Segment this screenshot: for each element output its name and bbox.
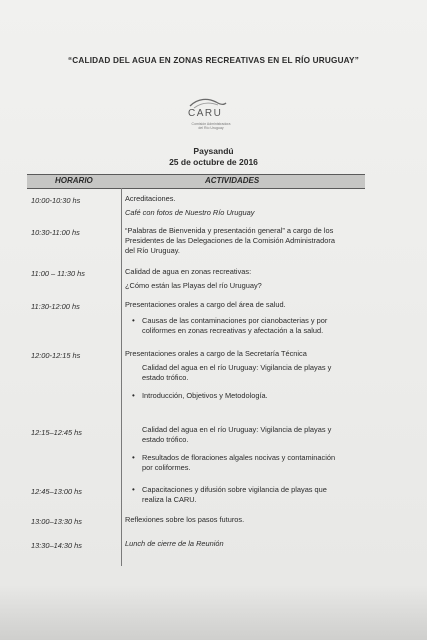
activity-line: realiza la CARU. bbox=[142, 495, 197, 504]
activity-line: estado trófico. bbox=[142, 435, 189, 444]
logo-subtitle-line1: Comisión Administradora bbox=[191, 122, 231, 126]
header-rule bbox=[27, 188, 365, 189]
row-time: 12:15–12:45 hs bbox=[31, 428, 82, 437]
activity-line: Presentaciones orales a cargo de la Secretaría Técnica bbox=[125, 349, 307, 358]
activity-line: Calidad del agua en el río Uruguay: Vigilancia de playas y bbox=[142, 363, 332, 372]
logo-name: CARU bbox=[188, 108, 223, 119]
row-time: 12:00-12:15 hs bbox=[31, 351, 81, 360]
row-time: 12:45–13:00 hs bbox=[31, 487, 82, 496]
activity-line: Reflexiones sobre los pasos futuros. bbox=[125, 515, 245, 524]
activity-line: Calidad de agua en zonas recreativas: bbox=[125, 267, 252, 276]
activity-line: del Río Uruguay. bbox=[125, 246, 180, 255]
logo-subtitle bbox=[180, 122, 242, 130]
row-time: 13:00–13:30 hs bbox=[31, 517, 82, 526]
row-time: 10:00-10:30 hs bbox=[31, 196, 81, 205]
activity-line: Acreditaciones. bbox=[125, 194, 176, 203]
activity-line: Presentaciones orales a cargo del área de salud. bbox=[125, 300, 286, 309]
table-top-rule bbox=[27, 174, 365, 175]
activity-bullet: • Causas de las contaminaciones por cianobacterias y por bbox=[142, 316, 327, 326]
event-date: 25 de octubre de 2016 bbox=[169, 157, 258, 167]
activity-line: estado trófico. bbox=[142, 373, 189, 382]
activity-line: Lunch de cierre de la Reunión bbox=[125, 539, 224, 548]
column-divider bbox=[121, 188, 122, 566]
event-place: Paysandú bbox=[193, 146, 234, 156]
activity-line: por coliformes. bbox=[142, 463, 191, 472]
activity-line: Café con fotos de Nuestro Río Uruguay bbox=[125, 208, 255, 217]
document-title: “CALIDAD DEL AGUA EN ZONAS RECREATIVAS EN EL RÍO URUGUAY” bbox=[67, 56, 359, 65]
activity-line: Presidentes de las Delegaciones de la Comisión Administradora bbox=[125, 236, 335, 245]
activity-line: Calidad del agua en el río Uruguay: Vigilancia de playas y bbox=[142, 425, 332, 434]
activity-line: ¿Cómo están las Playas del río Uruguay? bbox=[125, 281, 262, 290]
activity-line: “Palabras de Bienvenida y presentación general” a cargo de los bbox=[125, 226, 334, 235]
header-activities: ACTIVIDADES bbox=[205, 176, 260, 185]
caru-logo bbox=[188, 96, 248, 138]
header-time: HORARIO bbox=[55, 176, 93, 185]
logo-subtitle-line2: del Río Uruguay bbox=[198, 126, 224, 131]
table-header bbox=[27, 174, 365, 188]
activity-bullet: • Introducción, Objetivos y Metodología. bbox=[142, 391, 268, 401]
agenda-table bbox=[27, 174, 365, 566]
row-time: 11:00 – 11:30 hs bbox=[31, 269, 85, 278]
row-time: 10:30-11:00 hs bbox=[31, 228, 80, 237]
page-shadow bbox=[0, 585, 427, 640]
activity-line: coliformes en zonas recreativas y afectación a la salud. bbox=[142, 326, 324, 335]
activity-bullet: • Capacitaciones y difusión sobre vigilancia de playas que bbox=[142, 485, 327, 495]
row-time: 11:30-12:00 hs bbox=[31, 302, 80, 311]
row-time: 13:30–14:30 hs bbox=[31, 541, 82, 550]
activity-bullet: • Resultados de floraciones algales nocivas y contaminación bbox=[142, 453, 335, 463]
